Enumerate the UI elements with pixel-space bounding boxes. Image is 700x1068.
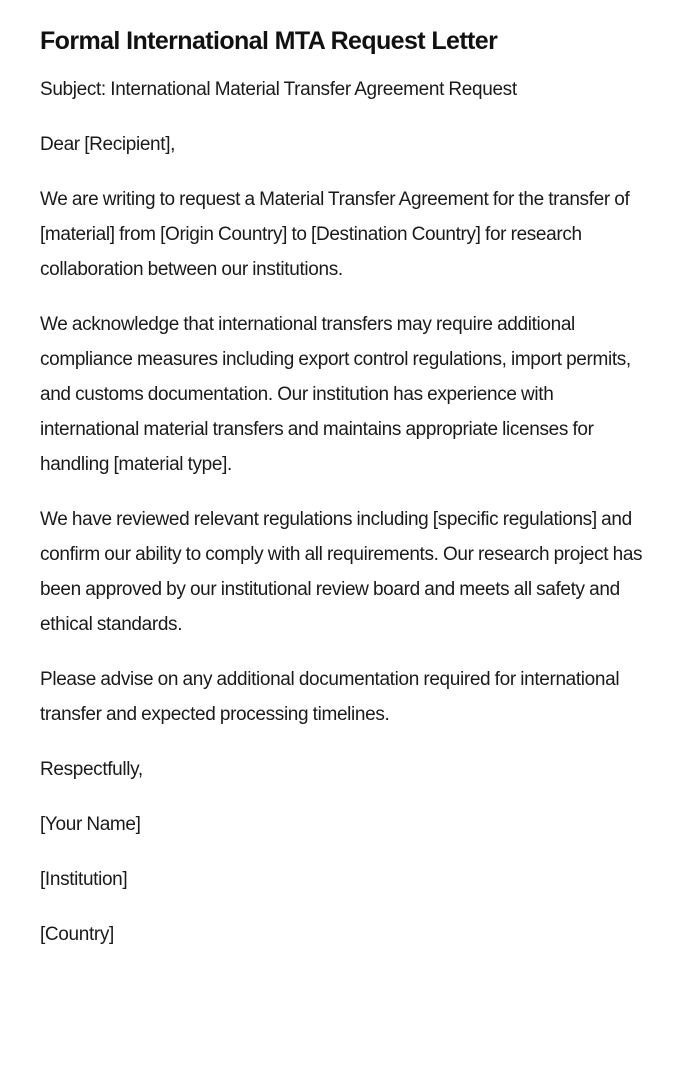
signature-country: [Country]: [40, 924, 114, 945]
letter-paragraph-regulations: We have reviewed relevant regulations including [specific regulations] and confirm our ability to comply with all requirements. Our research project has been approved by our institutional review board and meets all safety and ethical standards.: [40, 509, 643, 635]
letter-closing: Respectfully,: [40, 759, 143, 780]
letter-paragraph-request: We are writing to request a Material Transfer Agreement for the transfer of [material] from [Origin Country] to [Destination Country] for research collaboration between our institutions.: [40, 189, 630, 280]
letter-title: Formal International MTA Request Letter: [40, 27, 498, 55]
letter-paragraph-advise: Please advise on any additional documentation required for international transfer and expected processing timelines.: [40, 669, 620, 725]
signature-institution: [Institution]: [40, 869, 128, 890]
letter-subject: Subject: International Material Transfer Agreement Request: [40, 79, 517, 100]
letter-salutation: Dear [Recipient],: [40, 134, 176, 155]
signature-name: [Your Name]: [40, 814, 141, 835]
letter-paragraph-compliance: We acknowledge that international transfers may require additional compliance measures including export control regulations, import permits, and customs documentation. Our institution has experience with international material transfers and maintains appropriate licenses for handling [material type].: [40, 314, 631, 475]
